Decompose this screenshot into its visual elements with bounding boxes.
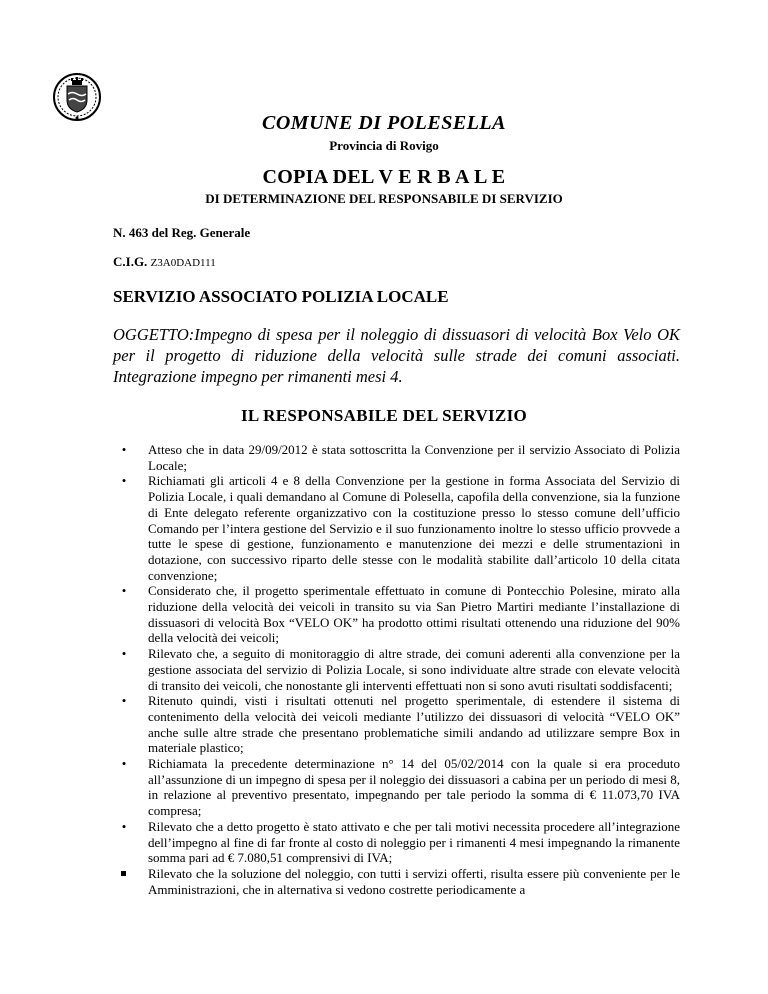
list-item-text: Richiamata la precedente determinazione n° 14 del 05/02/2014 con la quale si era proceduto all’assunzione di un impegno di spesa per il noleggio dei dissuasori a cabina per un periodo di mesi 8, in relazione al preventivo presentato, impegnando per tale periodo la somma di € 11.073,70 IVA compresa; [148, 756, 680, 819]
list-item [148, 866, 680, 897]
servizio-heading: SERVIZIO ASSOCIATO POLIZIA LOCALE [113, 287, 449, 306]
bullet-icon: • [121, 756, 127, 772]
bullet-icon: • [121, 693, 127, 709]
bullet-icon: • [121, 583, 127, 599]
bullet-icon: • [121, 473, 127, 489]
list-item [121, 473, 680, 583]
list-item [121, 756, 680, 819]
bullet-icon: • [121, 646, 127, 662]
registro-numero: N. 463 del Reg. Generale [113, 225, 251, 240]
list-item [121, 583, 680, 646]
list-item-text: Ritenuto quindi, visti i risultati ottenuti nel progetto sperimentale, di estendere il sistema di contenimento della velocità dei veicoli mediante l’utilizzo dei dissuasori di velocità “VELO OK” anche sulle altre strade che presentano problematiche simili andando ad utilizzare sempre Box in materiale plastico; [148, 693, 680, 756]
comune-title: COMUNE DI POLESELLA [262, 112, 506, 134]
cig-label: C.I.G. [113, 254, 148, 269]
list-item [121, 442, 680, 473]
bullet-icon: • [121, 818, 127, 834]
list-item [121, 818, 680, 866]
oggetto-paragraph: OGGETTO:Impegno di spesa per il noleggio di dissuasori di velocità Box Velo OK per il progetto di riduzione della velocità sulle strade dei comuni associati. Integrazione impegno per rimanenti mesi 4. [113, 325, 680, 386]
cig-value: Z3A0DAD111 [150, 257, 216, 269]
list-item-text: Richiamati gli articoli 4 e 8 della Convenzione per la gestione in forma Associata del Servizio di Polizia Locale, i quali demandano al Comune di Polesella, capofila della convenzione, sia la funzione di Ente delegato referente organizzativo con la costituzione presso lo stesso comune dell’ufficio Comando per l’intera gestione del Servizio e il suo funzionamento inoltre lo stesso ufficio provvede a tutte le spese di gestione, funzionamento e manutenzione dei mezzi e delle strumentazioni in dotazione, con successivo riparto delle stesse con le modalità stabilite dall’articolo 10 della citata convenzione; [148, 473, 680, 583]
list-item-text: Rilevato che, a seguito di monitoraggio di altre strade, dei comuni aderenti alla convenzione per la gestione associata del servizio di Polizia Locale, si sono individuate altre strade con elevate velocità di transito dei veicoli, che nonostante gli interventi effettuati non si sono avuti risultati soddisfacenti; [148, 646, 680, 693]
bullet-icon: • [121, 442, 127, 457]
copia-verbale-title: COPIA DEL V E R B A L E [262, 166, 506, 188]
list-item [121, 693, 680, 756]
premesse-list [121, 442, 680, 897]
responsabile-heading: IL RESPONSABILE DEL SERVIZIO [240, 406, 528, 425]
square-bullet-icon [121, 871, 126, 876]
determinazione-subtitle: DI DETERMINAZIONE DEL RESPONSABILE DI SERVIZIO [205, 191, 563, 206]
list-item-text: Rilevato che a detto progetto è stato attivato e che per tali motivi necessita procedere all’integrazione dell’impegno al fine di far fronte al costo di noleggio per i rimanenti 4 mesi impegnando la rimanente somma pari ad € 7.080,51 comprensivi di IVA; [148, 818, 680, 866]
cig-line [113, 254, 216, 270]
list-item-text: Considerato che, il progetto sperimentale effettuato in comune di Pontecchio Polesine, mirato alla riduzione della velocità dei veicoli in transito su via San Pietro Martiri mediante l’installazione di dissuasori di velocità Box “VELO OK” ha prodotto ottimi risultati ottenendo una riduzione del 90% della velocità dei veicoli; [148, 583, 680, 646]
list-item [121, 646, 680, 693]
list-item-text: Atteso che in data 29/09/2012 è stata sottoscritta la Convenzione per il servizio Associato di Polizia Locale; [148, 442, 680, 473]
provincia-subtitle: Provincia di Rovigo [329, 138, 439, 153]
list-item-text: Rilevato che la soluzione del noleggio, con tutti i servizi offerti, risulta essere più conveniente per le Amministrazioni, che in alternativa si vedono costrette periodicamente a [148, 865, 680, 897]
